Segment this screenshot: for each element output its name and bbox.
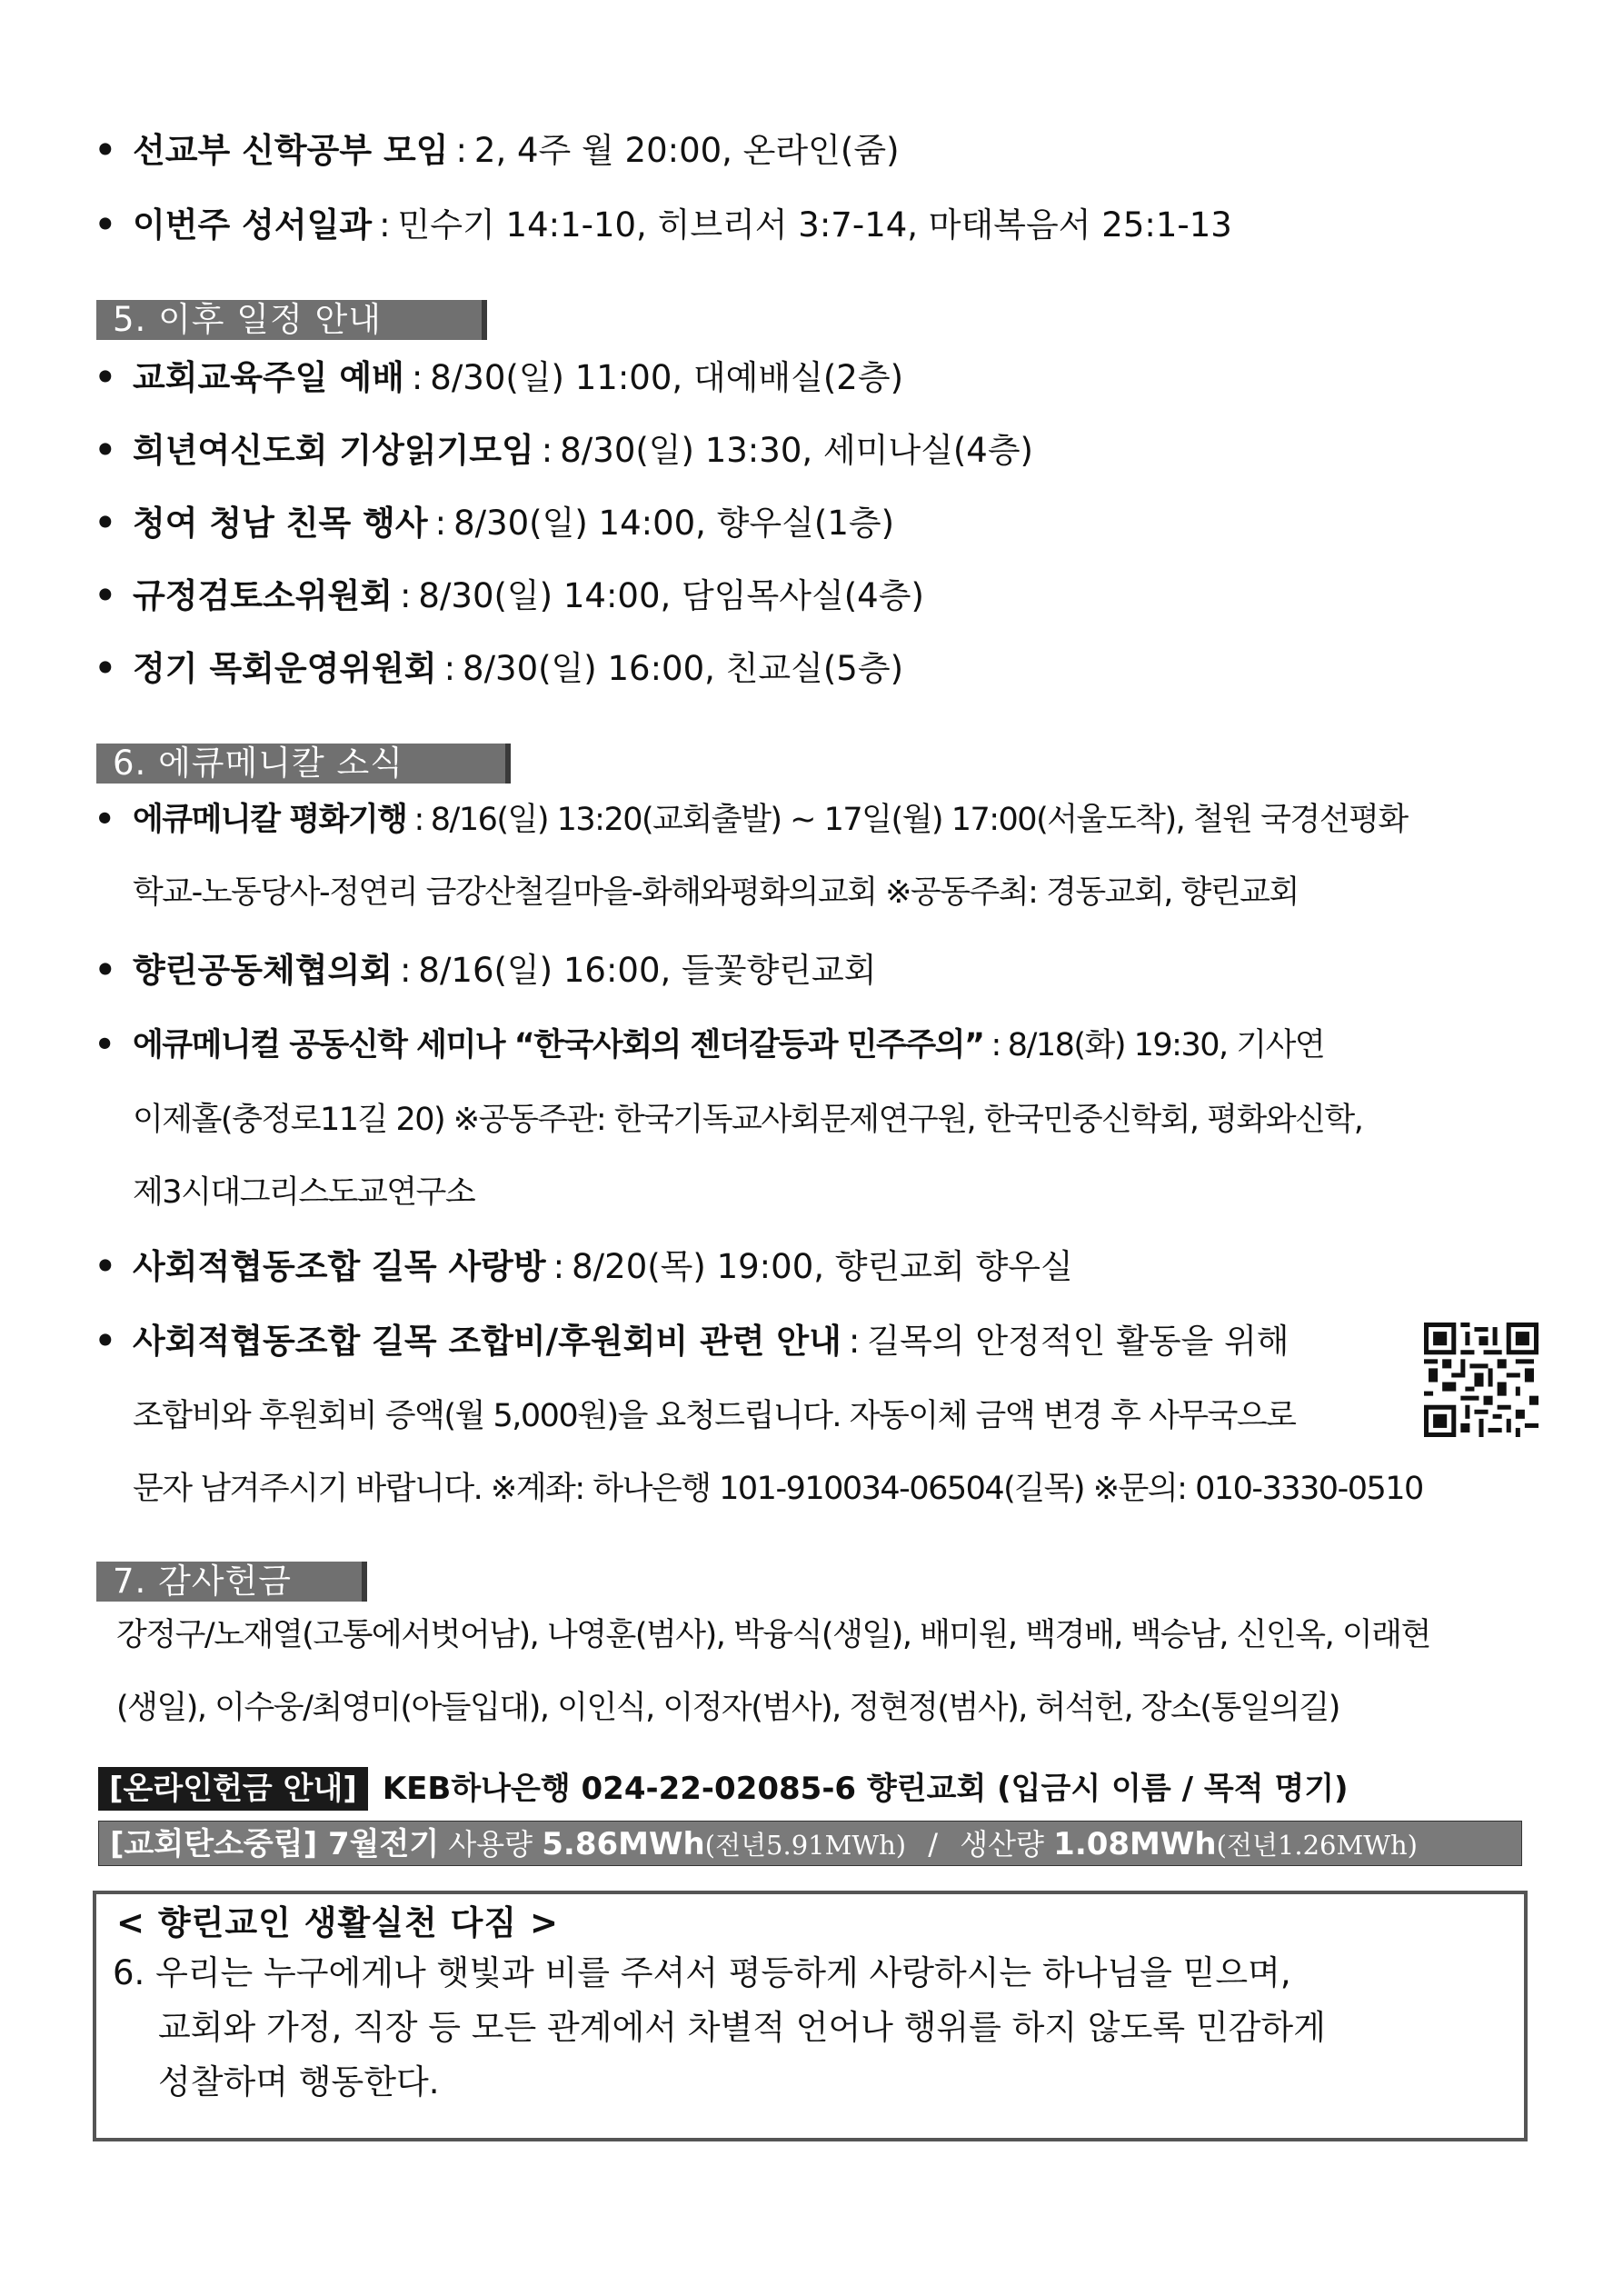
usage-value: 5.86MWh: [542, 1826, 705, 1862]
item-label: 선교부 신학공부 모임: [133, 131, 449, 170]
section-heading: [96, 300, 487, 340]
schedule-item: • 선교부 신학공부 모임 : 2, 4주 월 20:00, 온라인(줌): [95, 131, 900, 170]
production-value: 1.08MWh: [1053, 1826, 1217, 1862]
news-item: • 에큐메니칼 평화기행 : 8/16(일) 13:20(교회출발) ~ 17일(월) 17:00(서울도착), 철원 국경선평화: [95, 802, 1408, 838]
online-offering-tag: [온라인헌금 안내]: [98, 1767, 368, 1811]
schedule-item: • 희년여신도회 기상읽기모임 : 8/30(일) 13:30, 세미나실(4층): [95, 431, 1033, 470]
bullet-icon: •: [95, 358, 116, 397]
bullet-icon: •: [95, 504, 116, 543]
section-heading: [96, 744, 511, 784]
pledge-title: < 향린교인 생활실천 다짐 >: [116, 1903, 559, 1942]
item-label: 교회교육주일 예배: [133, 358, 404, 397]
item-label: 에큐메니컬 공동신학 세미나 “한국사회의 젠더갈등과 민주주의”: [133, 1027, 984, 1063]
pledge-line: 교회와 가정, 직장 등 모든 관계에서 차별적 언어나 행위를 하지 않도록 민감하게: [158, 2008, 1326, 2047]
bullet-icon: •: [95, 576, 116, 615]
offering-list-line: (생일), 이수웅/최영미(아들입대), 이인식, 이정자(범사), 정현정(범사), 허석헌, 장소(통일의길): [116, 1690, 1339, 1726]
news-item: • 사회적협동조합 길목 조합비/후원회비 관련 안내 : 길목의 안정적인 활동을 위해: [95, 1322, 1289, 1361]
item-continuation: 학교-노동당사-정연리 금강산철길마을-화해와평화의교회 ※공동주최: 경동교회, 향린교회: [133, 874, 1299, 911]
offering-list-line: 강정구/노재열(고통에서벗어남), 나영훈(범사), 박융식(생일), 배미원, 백경배, 백승남, 신인옥, 이래현: [116, 1617, 1430, 1653]
pledge-line: 성찰하며 행동한다.: [158, 2062, 440, 2101]
bullet-icon: •: [95, 1322, 116, 1361]
usage-prev: (전년5.91MWh): [704, 1830, 907, 1861]
item-text: 길목의 안정적인 활동을 위해: [867, 1322, 1289, 1361]
item-label: 이번주 성서일과: [133, 205, 373, 245]
carbon-tag: [교회탄소중립] 7월전기: [110, 1826, 440, 1862]
schedule-item: • 청여 청남 친목 행사 : 8/30(일) 14:00, 향우실(1층): [95, 504, 895, 543]
schedule-item: • 이번주 성서일과 : 민수기 14:1-10, 히브리서 3:7-14, 마태복음서 25:1-13: [95, 205, 1232, 245]
item-text: 2, 4주 월 20:00, 온라인(줌): [473, 131, 900, 170]
section-heading-text: 6. 에큐메니칼 소식: [113, 744, 404, 783]
item-text: 8/16(일) 13:20(교회출발) ~ 17일(월) 17:00(서울도착), 철원 국경선평화: [430, 802, 1408, 838]
item-continuation: 조합비와 후원회비 증액(월 5,000원)을 요청드립니다. 자동이체 금액 변경 후 사무국으로: [133, 1398, 1296, 1434]
item-label: 청여 청남 친목 행사: [133, 504, 428, 543]
item-label: 정기 목회운영위원회: [133, 649, 437, 688]
item-text: 8/18(화) 19:30, 기사연: [1007, 1027, 1325, 1063]
item-label: 사회적협동조합 길목 조합비/후원회비 관련 안내: [133, 1322, 841, 1361]
item-text: 8/30(일) 14:00, 향우실(1층): [453, 504, 895, 543]
section-heading: [96, 1562, 367, 1602]
section-heading-text: 5. 이후 일정 안내: [113, 300, 383, 339]
section-heading-text: 7. 감사헌금: [113, 1562, 293, 1601]
online-offering-row: [98, 1767, 1349, 1811]
news-item: • 사회적협동조합 길목 사랑방 : 8/20(목) 19:00, 향린교회 향우실: [95, 1247, 1073, 1286]
item-text: 민수기 14:1-10, 히브리서 3:7-14, 마태복음서 25:1-13: [397, 205, 1232, 245]
online-offering-text: KEB하나은행 024-22-02085-6 향린교회 (입금시 이름 / 목적 명기): [382, 1771, 1349, 1807]
bullet-icon: •: [95, 431, 116, 470]
usage-label: 사용량: [448, 1827, 533, 1862]
bullet-icon: •: [95, 1027, 114, 1063]
item-continuation: 문자 남겨주시기 바랍니다. ※계좌: 하나은행 101-910034-06504(길목) ※문의: 010-3330-0510: [133, 1471, 1423, 1507]
item-text: 8/16(일) 16:00, 들꽃향린교회: [418, 951, 877, 990]
news-item: • 향린공동체협의회 : 8/16(일) 16:00, 들꽃향린교회: [95, 951, 877, 990]
item-continuation: 제3시대그리스도교연구소: [133, 1174, 475, 1211]
item-text: 8/30(일) 13:30, 세미나실(4층): [560, 431, 1033, 470]
item-text: 8/30(일) 16:00, 친교실(5층): [463, 649, 904, 688]
bullet-icon: •: [95, 951, 116, 990]
schedule-item: • 정기 목회운영위원회 : 8/30(일) 16:00, 친교실(5층): [95, 649, 904, 688]
schedule-item: • 규정검토소위원회 : 8/30(일) 14:00, 담임목사실(4층): [95, 576, 924, 615]
item-text: 8/30(일) 11:00, 대예배실(2층): [430, 358, 904, 397]
item-text: 8/30(일) 14:00, 담임목사실(4층): [418, 576, 924, 615]
item-text: 8/20(목) 19:00, 향린교회 향우실: [572, 1247, 1073, 1286]
item-label: 향린공동체협의회: [133, 951, 393, 990]
bullet-icon: •: [95, 1247, 116, 1286]
item-label: 규정검토소위원회: [133, 576, 393, 615]
production-prev: (전년1.26MWh): [1216, 1830, 1418, 1861]
carbon-divider: /: [928, 1827, 939, 1862]
bullet-icon: •: [95, 802, 114, 838]
bullet-icon: •: [95, 649, 116, 688]
pledge-line: 6. 우리는 누구에게나 햇빛과 비를 주셔서 평등하게 사랑하시는 하나님을 믿으며,: [113, 1953, 1291, 1992]
news-item: • 에큐메니컬 공동신학 세미나 “한국사회의 젠더갈등과 민주주의” : 8/18(화) 19:30, 기사연: [95, 1027, 1325, 1063]
carbon-neutral-bar: [98, 1821, 1522, 1866]
pledge-box: [93, 1891, 1528, 2141]
production-label: 생산량: [960, 1827, 1044, 1862]
bullet-icon: •: [95, 205, 116, 245]
item-continuation: 이제홀(충정로11길 20) ※공동주관: 한국기독교사회문제연구원, 한국민중신학회, 평화와신학,: [133, 1102, 1363, 1138]
item-label: 희년여신도회 기상읽기모임: [133, 431, 534, 470]
item-label: 에큐메니칼 평화기행: [133, 802, 407, 838]
schedule-item: • 교회교육주일 예배 : 8/30(일) 11:00, 대예배실(2층): [95, 358, 904, 397]
item-label: 사회적협동조합 길목 사랑방: [133, 1247, 546, 1286]
qr-code-icon: [1424, 1323, 1538, 1437]
bullet-icon: •: [95, 131, 116, 170]
